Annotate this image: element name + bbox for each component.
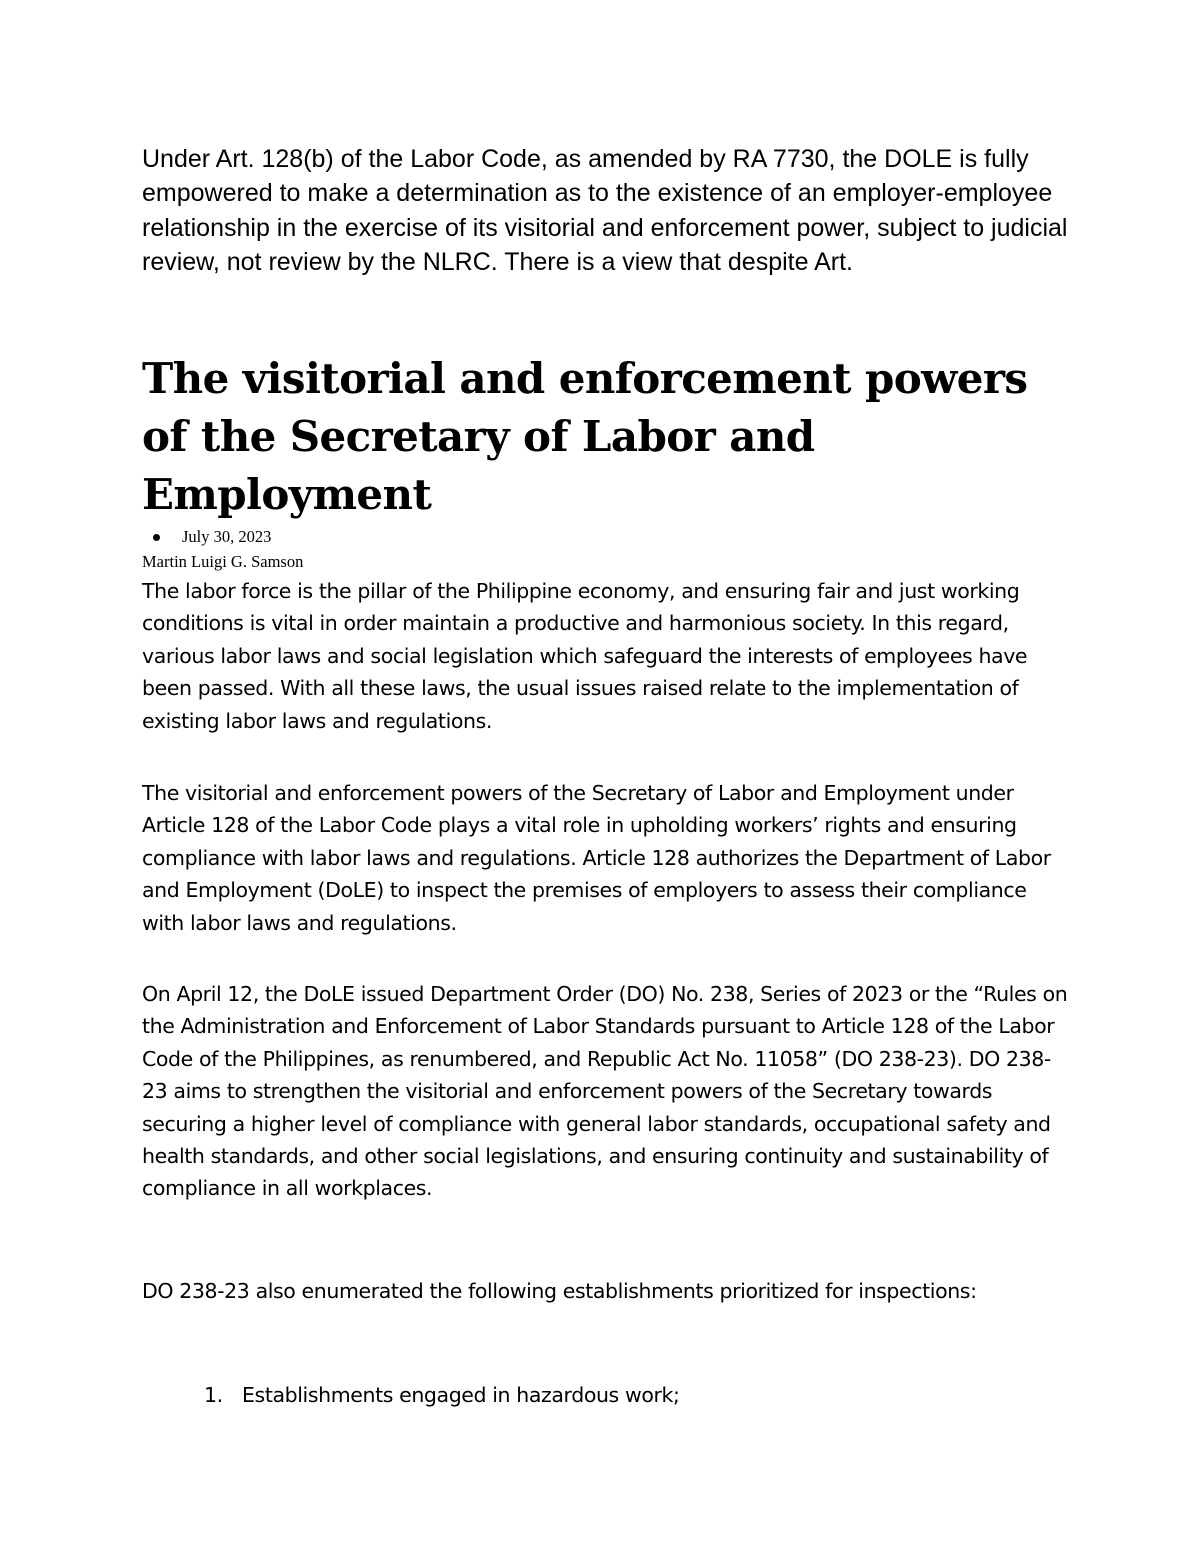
article-title: The visitorial and enforcement powers of the Secretary of Labor and Employment: [142, 354, 1028, 519]
body-paragraph-3: On April 12, the DoLE issued Department Order (DO) No. 238, Series of 2023 or the “Rules on the Administration and Enforcement of Labor Standards pursuant to Article 128 of the Labor Code of the Philippines, as renumbered, and Republic Act No. 11058” (DO 238-23). DO 238-23 aims to strengthen the visitorial and enforcement powers of the Secretary towards securing a higher level of compliance with general labor standards, occupational safety and health standards, and other social legislations, and ensuring continuity and sustainability of compliance in all workplaces.: [142, 982, 1068, 1201]
list-item: [142, 1379, 679, 1411]
article-date: July 30, 2023: [182, 527, 272, 546]
article-date-item: [142, 525, 271, 549]
article-author: Martin Luigi G. Samson: [142, 552, 304, 571]
article-meta-list: [142, 525, 271, 549]
body-paragraph-1: The labor force is the pillar of the Philippine economy, and ensuring fair and just working conditions is vital in order maintain a productive and harmonious society. In this regard, various labor laws and social legislation which safeguard the interests of employees have been passed. With all these laws, the usual issues raised relate to the implementation of existing labor laws and regulations.: [142, 579, 1028, 733]
body-paragraph-4: DO 238-23 also enumerated the following establishments prioritized for inspections:: [142, 1279, 977, 1303]
list-item-number: 1.: [204, 1383, 223, 1407]
intro-paragraph: Under Art. 128(b) of the Labor Code, as amended by RA 7730, the DOLE is fully empowered to make a determination as to the existence of an employer-employee relationship in the exercise of its visitorial and enforcement power, subject to judicial review, not review by the NLRC. There is a view that despite Art.: [142, 145, 1068, 277]
list-item-text: Establishments engaged in hazardous work;: [242, 1383, 680, 1407]
priority-establishments-list: [142, 1379, 679, 1411]
bullet-icon: [153, 534, 160, 541]
body-paragraph-2: The visitorial and enforcement powers of the Secretary of Labor and Employment under Article 128 of the Labor Code plays a vital role in upholding workers’ rights and ensuring compliance with labor laws and regulations. Article 128 authorizes the Department of Labor and Employment (DoLE) to inspect the premises of employers to assess their compliance with labor laws and regulations.: [142, 781, 1051, 935]
